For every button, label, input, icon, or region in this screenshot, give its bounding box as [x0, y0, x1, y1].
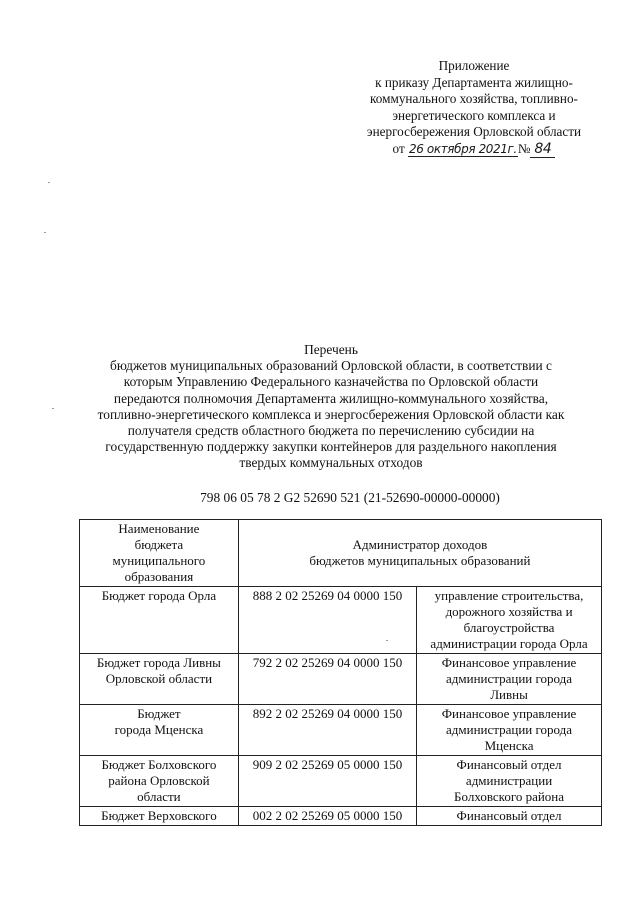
administrator-cell: управление строительства, дорожного хозяйства и благоустройства администрации города Орла — [417, 587, 602, 654]
appendix-header — [355, 58, 593, 158]
title-line: твердых коммунальных отходов — [239, 455, 423, 471]
scan-speck — [48, 182, 50, 183]
table-row — [80, 705, 602, 756]
document-title — [96, 342, 566, 472]
handwritten-number: 84 — [530, 141, 555, 158]
appendix-line: коммунального хозяйства, топливно- — [370, 91, 578, 107]
scan-speck — [44, 232, 46, 233]
administrator-cell: Финансовый отдел — [417, 807, 602, 826]
budget-code-cell: 888 2 02 25269 04 0000 150 — [238, 587, 416, 654]
administrator-cell: Финансовый отдел администрации Болховского района — [417, 756, 602, 807]
scan-speck — [52, 408, 54, 409]
budget-classification-code: 798 06 05 78 2 G2 52690 521 (21-52690-00000-00000) — [200, 490, 500, 505]
title-line: передаются полномочия Департамента жилищно-коммунального хозяйства, — [113, 390, 549, 406]
budget-code-cell: 892 2 02 25269 04 0000 150 — [238, 705, 416, 756]
scan-speck — [386, 640, 388, 641]
table-row — [80, 807, 602, 826]
table-row — [80, 756, 602, 807]
appendix-line: энергосбережения Орловской области — [366, 124, 582, 140]
appendix-line: Приложение — [438, 58, 510, 73]
budget-code-cell: 792 2 02 25269 04 0000 150 — [238, 654, 416, 705]
order-date-line — [355, 141, 593, 158]
date-prefix: от — [392, 140, 405, 156]
title-line: топливно-энергетического комплекса и энергосбережения Орловской области как — [97, 406, 565, 422]
budget-name-cell: Бюджет Болховского района Орловской области — [80, 756, 239, 807]
header-revenue-administrator: Администратор доходов бюджетов муниципальных образований — [238, 520, 601, 587]
handwritten-date: 26 октября 2021г. — [409, 141, 517, 156]
administrator-cell: Финансовое управление администрации города Ливны — [417, 654, 602, 705]
budget-name-cell: Бюджет города Ливны Орловской области — [80, 654, 239, 705]
appendix-line: к приказу Департамента жилищно- — [375, 74, 573, 90]
appendix-line: энергетического комплекса и — [392, 107, 556, 123]
budget-name-cell: Бюджет города Мценска — [80, 705, 239, 756]
table-row — [80, 587, 602, 654]
number-prefix: № — [517, 140, 531, 156]
table-row — [80, 654, 602, 705]
title-line: Перечень — [304, 342, 358, 357]
title-line: получателя средств областного бюджета по перечислению субсидии на — [127, 423, 535, 439]
budget-code-cell: 002 2 02 25269 05 0000 150 — [238, 807, 416, 826]
administrator-cell: Финансовое управление администрации города Мценска — [417, 705, 602, 756]
title-line: бюджетов муниципальных образований Орловской области, в соответствии с — [110, 358, 552, 374]
budget-code-cell: 909 2 02 25269 05 0000 150 — [238, 756, 416, 807]
header-budget-name: Наименование бюджета муниципального образования — [80, 520, 239, 587]
budget-name-cell: Бюджет города Орла — [80, 587, 239, 654]
budget-name-cell: Бюджет Верховского — [80, 807, 239, 826]
budget-table — [79, 519, 602, 826]
table-header-row — [80, 520, 602, 587]
title-line: которым Управлению Федерального казначейства по Орловской области — [123, 374, 539, 390]
title-line: государственную поддержку закупки контейнеров для раздельного накопления — [105, 439, 557, 455]
